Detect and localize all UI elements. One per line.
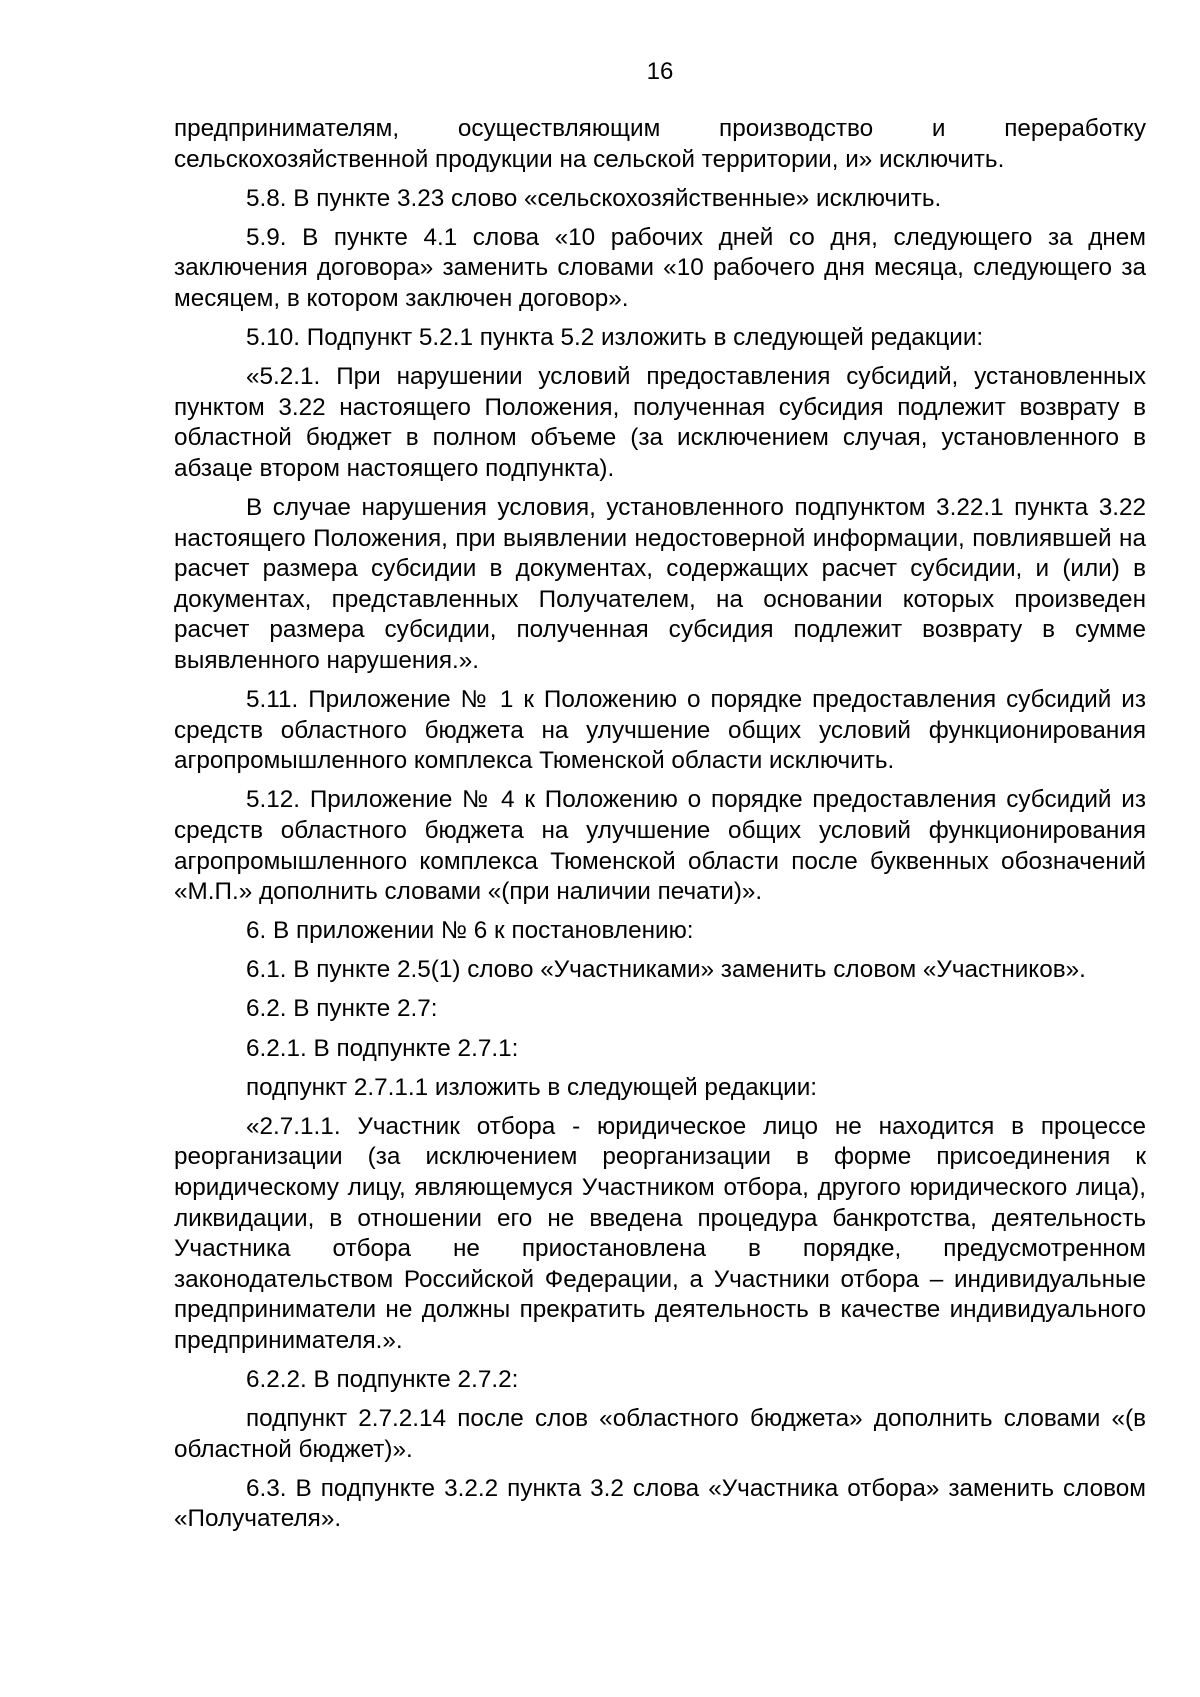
- paragraph-1: предпринимателям, осуществляющим производство и переработку сельскохозяйственной продукции на сельской территории, и» исключить.: [174, 115, 1146, 173]
- paragraph-6: 6. В приложении № 6 к постановлению:: [246, 917, 694, 945]
- paragraph-6-1: 6.1. В пункте 2.5(1) слово «Участниками» заменить словом «Участников».: [246, 956, 1086, 984]
- paragraph-5-8: 5.8. В пункте 3.23 слово «сельскохозяйственные» исключить.: [246, 184, 942, 212]
- paragraph-2-7-1-1-text: «2.7.1.1. Участник отбора - юридическое лицо не находится в процессе реорганизации (за исключением реорганизации в форме присоединения к юридическому лицу, являющемуся Участником отбора, другого юридического лица), ликвидации, в отношении его не введена процедура банкротства, деятельность Участника отбора не приостановлена в порядке, предусмотренном законодательством Российской Федерации, а Участники отбора – индивидуальные предприниматели не должны прекратить деятельность в качестве индивидуального предпринимателя.».: [174, 1112, 1146, 1354]
- document-body: [174, 114, 1146, 1543]
- paragraph-5-2-1: «5.2.1. При нарушении условий предоставления субсидий, установленных пунктом 3.22 настоящего Положения, полученная субсидия подлежит возврату в областной бюджет в полном объеме (за исключением случая, установленного в абзаце втором настоящего подпункта).: [174, 363, 1146, 482]
- paragraph-5-12: 5.12. Приложение № 4 к Положению о порядке предоставления субсидий из средств областного бюджета на улучшение общих условий функционирования агропромышленного комплекса Тюменской области после буквенных обозначений «М.П.» дополнить словами «(при наличии печати)».: [174, 786, 1146, 906]
- paragraph-subpoint-2-7-2-14: подпункт 2.7.2.14 после слов «областного бюджета» дополнить словами «(в областной бюджет)».: [174, 1405, 1146, 1463]
- paragraph-violation-case: В случае нарушения условия, установленного подпунктом 3.22.1 пункта 3.22 настоящего Положения, при выявлении недостоверной информации, повлиявшей на расчет размера субсидии в документах, содержащих расчет субсидии, и (или) в документах, представленных Получателем, на основании которых произведен расчет размера субсидии, полученная субсидия подлежит возврату в сумме выявленного нарушения.».: [174, 494, 1146, 674]
- paragraph-6-3: 6.3. В подпункте 3.2.2 пункта 3.2 слова «Участника отбора» заменить словом «Получателя».: [174, 1474, 1146, 1533]
- paragraph-6-2-2: 6.2.2. В подпункте 2.7.2:: [246, 1365, 519, 1393]
- paragraph-5-11: 5.11. Приложение № 1 к Положению о порядке предоставления субсидий из средств областного бюджета на улучшение общих условий функционирования агропромышленного комплекса Тюменской области исключить.: [174, 686, 1146, 775]
- paragraph-6-2: 6.2. В пункте 2.7:: [246, 995, 438, 1023]
- page-number: 16: [646, 58, 674, 85]
- paragraph-subpoint-2-7-1-1: подпункт 2.7.1.1 изложить в следующей редакции:: [246, 1073, 818, 1101]
- paragraph-5-10: 5.10. Подпункт 5.2.1 пункта 5.2 изложить в следующей редакции:: [246, 324, 984, 352]
- paragraph-5-9: 5.9. В пункте 4.1 слова «10 рабочих дней со дня, следующего за днем заключения договора» заменить словами «10 рабочего дня месяца, следующего за месяцем, в котором заключен договор».: [174, 223, 1146, 312]
- paragraph-6-2-1: 6.2.1. В подпункте 2.7.1:: [246, 1034, 519, 1062]
